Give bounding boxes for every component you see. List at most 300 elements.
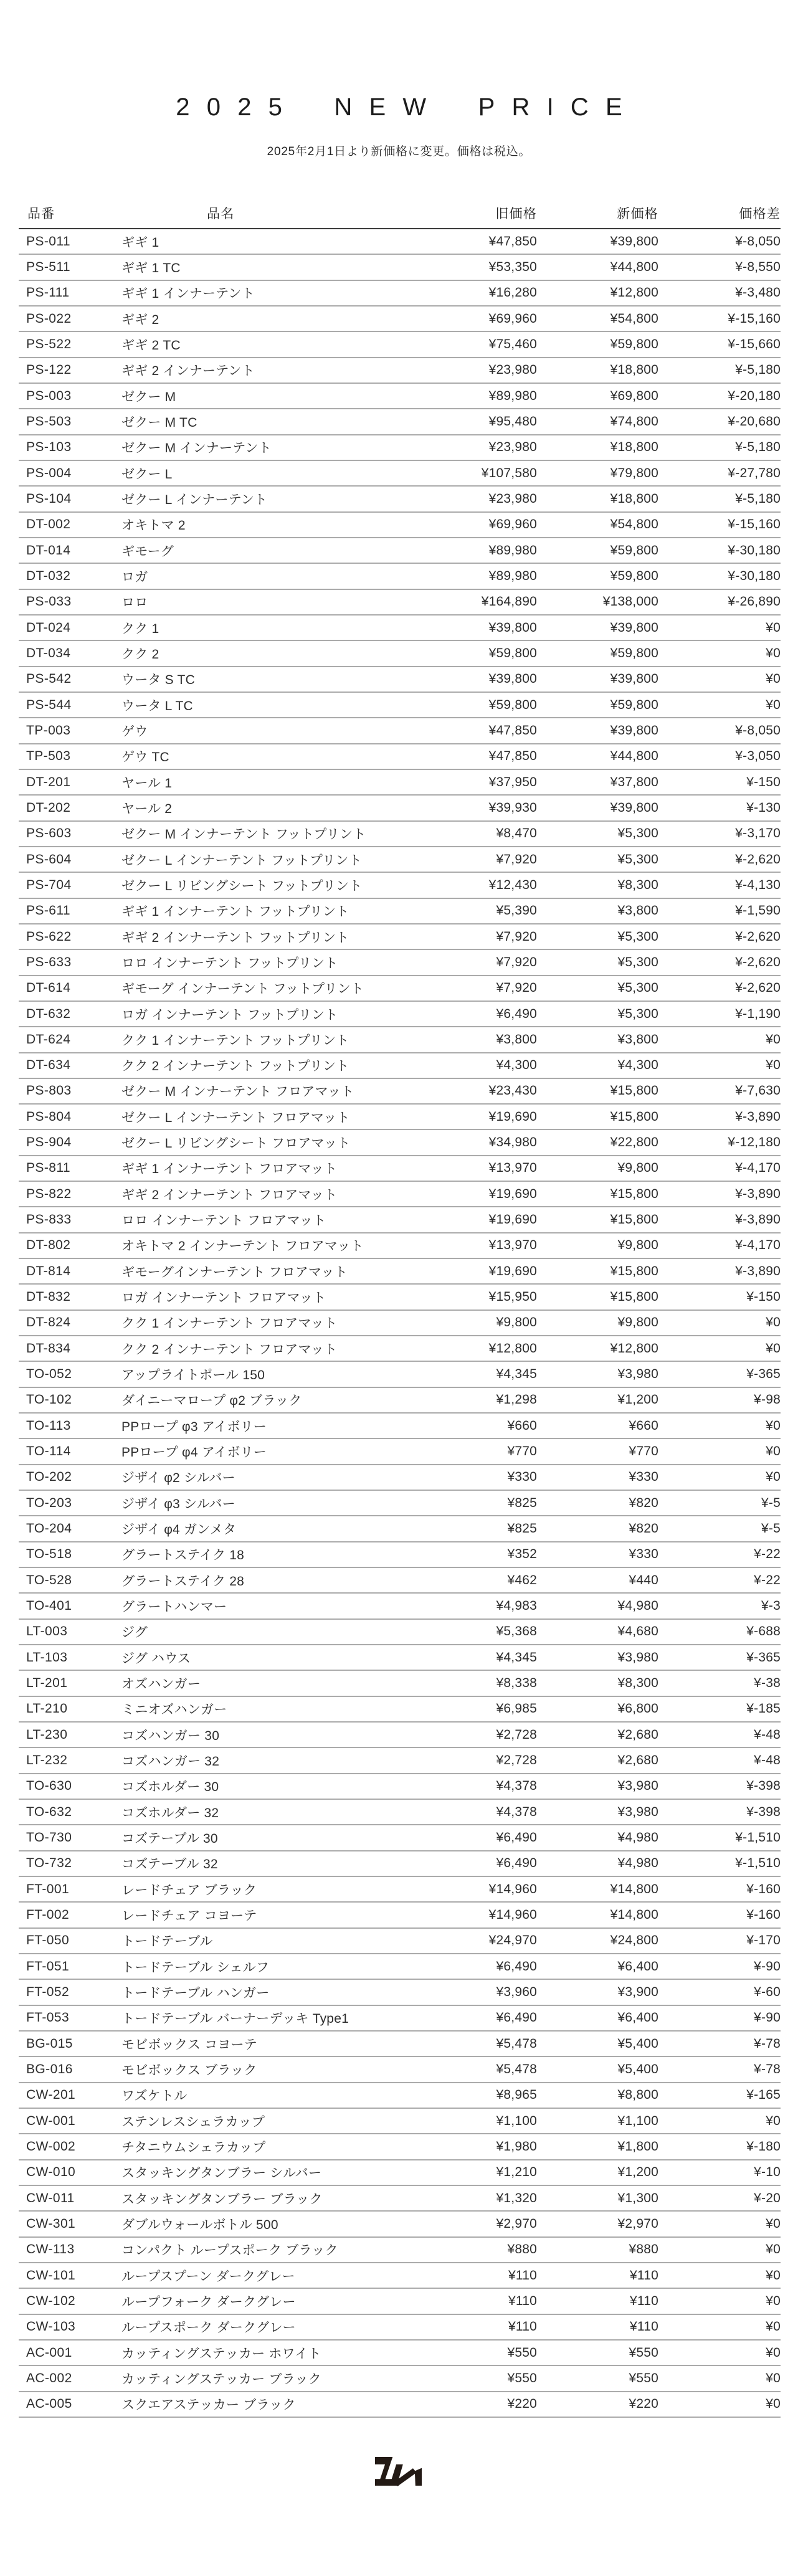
table-row xyxy=(19,1414,781,1439)
cell-old: ¥110 xyxy=(508,2293,537,2308)
cell-old: ¥23,430 xyxy=(488,1083,537,1098)
cell-new: ¥15,800 xyxy=(610,1290,658,1305)
cell-code: TO-632 xyxy=(26,1804,72,1819)
cell-name: グラートハンマー xyxy=(121,1600,227,1615)
cell-old: ¥89,980 xyxy=(488,568,537,583)
cell-code: PS-103 xyxy=(26,440,72,455)
cell-old: ¥24,970 xyxy=(488,1933,537,1948)
cell-diff: ¥0 xyxy=(766,1444,781,1459)
cell-diff: ¥-78 xyxy=(754,2036,781,2051)
cell-new: ¥5,300 xyxy=(617,826,658,841)
cell-new: ¥5,300 xyxy=(617,929,658,944)
cell-name: ゼクー L xyxy=(121,467,173,482)
cell-name: コズテーブル 32 xyxy=(121,1857,218,1872)
cell-code: TO-732 xyxy=(26,1856,72,1871)
cell-diff: ¥-3,890 xyxy=(735,1186,781,1201)
cell-name: ギギ 1 xyxy=(121,235,159,250)
cell-diff: ¥-2,620 xyxy=(735,929,781,944)
cell-new: ¥2,680 xyxy=(617,1753,658,1768)
cell-old: ¥14,960 xyxy=(488,1907,537,1922)
cell-name: ゼクー L リビングシート フロアマット xyxy=(121,1136,351,1151)
cell-old: ¥37,950 xyxy=(488,774,537,789)
cell-new: ¥1,300 xyxy=(617,2190,658,2205)
cell-name: トードテーブル xyxy=(121,1934,213,1949)
table-row xyxy=(19,1207,781,1233)
cell-code: TO-113 xyxy=(26,1418,71,1433)
cell-name: グラートステイク 28 xyxy=(121,1574,244,1589)
cell-old: ¥75,460 xyxy=(488,336,537,351)
table-row xyxy=(19,564,781,589)
cell-old: ¥13,970 xyxy=(488,1238,537,1253)
cell-old: ¥6,490 xyxy=(496,2010,537,2025)
table-row xyxy=(19,1311,781,1336)
table-row xyxy=(19,1233,781,1259)
cell-new: ¥15,800 xyxy=(610,1109,658,1124)
cell-diff: ¥-398 xyxy=(746,1779,781,1794)
table-row xyxy=(19,822,781,847)
cell-diff: ¥-5,180 xyxy=(735,491,781,506)
cell-old: ¥9,800 xyxy=(496,1315,537,1330)
cell-code: BG-016 xyxy=(26,2061,73,2076)
cell-name: レードチェア コヨーテ xyxy=(121,1908,257,1923)
table-row xyxy=(19,847,781,873)
table-row xyxy=(19,1851,781,1877)
cell-new: ¥3,900 xyxy=(617,1984,658,1999)
cell-code: CW-301 xyxy=(26,2216,76,2231)
table-row xyxy=(19,693,781,718)
table-body xyxy=(19,229,781,2418)
cell-name: ロガ インナーテント フットプリント xyxy=(121,1007,338,1022)
cell-new: ¥9,800 xyxy=(617,1315,658,1330)
table-row xyxy=(19,770,781,796)
cell-code: PS-833 xyxy=(26,1212,72,1227)
cell-code: PS-904 xyxy=(26,1135,72,1150)
table-row xyxy=(19,2392,781,2418)
cell-diff: ¥-160 xyxy=(746,1881,781,1896)
cell-old: ¥7,920 xyxy=(496,852,537,867)
cell-name: コズハンガー 32 xyxy=(121,1754,220,1769)
cell-diff: ¥-4,170 xyxy=(735,1238,781,1253)
cell-diff: ¥-3,480 xyxy=(735,285,781,300)
cell-diff: ¥-30,180 xyxy=(728,543,781,558)
cell-old: ¥880 xyxy=(507,2242,537,2257)
table-row xyxy=(19,2160,781,2186)
cell-code: PS-622 xyxy=(26,929,72,944)
cell-diff: ¥-150 xyxy=(746,774,781,789)
table-row xyxy=(19,1620,781,1645)
cell-old: ¥47,850 xyxy=(488,234,537,249)
cell-new: ¥39,800 xyxy=(610,672,658,687)
table-row xyxy=(19,641,781,667)
cell-name: ダブルウォールボトル 500 xyxy=(121,2217,278,2232)
cell-diff: ¥-48 xyxy=(754,1727,781,1742)
cell-old: ¥89,980 xyxy=(488,543,537,558)
col-header-new-price: 新価格 xyxy=(617,207,658,221)
cell-new: ¥9,800 xyxy=(617,1238,658,1253)
cell-new: ¥39,800 xyxy=(610,723,658,738)
table-row xyxy=(19,924,781,950)
cell-diff: ¥-22 xyxy=(754,1547,781,1562)
cell-diff: ¥-3,170 xyxy=(735,826,781,841)
cell-code: FT-052 xyxy=(26,1984,70,1999)
cell-diff: ¥-165 xyxy=(746,2088,781,2103)
col-header-name: 品名 xyxy=(207,207,235,221)
cell-diff: ¥-130 xyxy=(746,800,781,815)
cell-code: TO-202 xyxy=(26,1470,72,1485)
cell-new: ¥12,800 xyxy=(610,1341,658,1356)
cell-diff: ¥-2,620 xyxy=(735,954,781,969)
cell-diff: ¥-38 xyxy=(754,1676,781,1691)
cell-code: DT-024 xyxy=(26,620,71,635)
cell-old: ¥16,280 xyxy=(488,285,537,300)
cell-new: ¥5,400 xyxy=(617,2061,658,2076)
cell-code: PS-111 xyxy=(26,285,70,300)
table-row xyxy=(19,2212,781,2237)
cell-name: コズテーブル 30 xyxy=(121,1832,218,1846)
table-row xyxy=(19,1723,781,1748)
cell-new: ¥5,300 xyxy=(617,852,658,867)
cell-code: DT-834 xyxy=(26,1341,71,1356)
cell-code: TP-503 xyxy=(26,749,71,764)
cell-name: ゼクー M インナーテント xyxy=(121,441,272,456)
cell-name: クク 2 インナーテント フットプリント xyxy=(121,1059,349,1074)
cell-name: ループスプーン ダークグレー xyxy=(121,2269,295,2284)
cell-new: ¥44,800 xyxy=(610,259,658,274)
cell-new: ¥37,800 xyxy=(610,774,658,789)
cell-name: ゼクー L インナーテント xyxy=(121,492,268,507)
cell-old: ¥14,960 xyxy=(488,1881,537,1896)
table-row xyxy=(19,1542,781,1568)
cell-new: ¥59,800 xyxy=(610,543,658,558)
cell-name: ゲウ TC xyxy=(121,750,169,765)
cell-old: ¥352 xyxy=(507,1547,537,1562)
cell-code: CW-102 xyxy=(26,2293,76,2308)
cell-name: ワズケトル xyxy=(121,2089,188,2104)
col-header-old-price: 旧価格 xyxy=(495,207,537,221)
cell-old: ¥1,980 xyxy=(496,2139,537,2154)
cell-old: ¥39,800 xyxy=(488,672,537,687)
cell-old: ¥3,800 xyxy=(496,1032,537,1047)
cell-code: TO-528 xyxy=(26,1572,72,1587)
cell-diff: ¥0 xyxy=(766,2113,781,2128)
cell-diff: ¥-8,050 xyxy=(735,723,781,738)
table-row xyxy=(19,1929,781,1954)
cell-diff: ¥0 xyxy=(766,1315,781,1330)
cell-name: ギモーグ xyxy=(121,544,174,559)
table-row xyxy=(19,1182,781,1207)
cell-name: PPロープ φ3 アイボリー xyxy=(121,1419,267,1434)
table-row xyxy=(19,2366,781,2392)
table-row xyxy=(19,255,781,280)
cell-old: ¥15,950 xyxy=(488,1290,537,1305)
table-row xyxy=(19,2032,781,2057)
cell-diff: ¥-185 xyxy=(746,1701,781,1716)
cell-code: LT-210 xyxy=(26,1701,68,1716)
cell-diff: ¥-22 xyxy=(754,1572,781,1587)
cell-code: DT-632 xyxy=(26,1006,71,1021)
cell-name: ジグ xyxy=(121,1625,148,1640)
cell-new: ¥59,800 xyxy=(610,697,658,712)
cell-new: ¥660 xyxy=(629,1418,658,1433)
cell-code: FT-050 xyxy=(26,1933,70,1948)
cell-new: ¥5,400 xyxy=(617,2036,658,2051)
cell-old: ¥825 xyxy=(507,1495,537,1510)
cell-new: ¥3,980 xyxy=(617,1804,658,1819)
cell-diff: ¥-365 xyxy=(746,1650,781,1665)
cell-name: ギギ 2 インナーテント フットプリント xyxy=(121,930,349,945)
cell-name: カッティングステッカー ブラック xyxy=(121,2372,321,2387)
table-row xyxy=(19,1002,781,1027)
cell-diff: ¥-26,890 xyxy=(728,594,781,609)
cell-diff: ¥0 xyxy=(766,697,781,712)
cell-new: ¥4,980 xyxy=(617,1856,658,1871)
cell-code: PS-633 xyxy=(26,954,72,969)
cell-new: ¥69,800 xyxy=(610,388,658,403)
cell-old: ¥6,490 xyxy=(496,1006,537,1021)
cell-old: ¥19,690 xyxy=(488,1109,537,1124)
cell-old: ¥110 xyxy=(508,2268,537,2283)
table-row xyxy=(19,1439,781,1465)
cell-diff: ¥-170 xyxy=(746,1933,781,1948)
cell-name: トードテーブル ハンガー xyxy=(121,1985,270,2000)
cell-old: ¥23,980 xyxy=(488,440,537,455)
cell-new: ¥2,970 xyxy=(617,2216,658,2231)
cell-name: ウータ S TC xyxy=(121,673,195,688)
cell-name: ゼクー M TC xyxy=(121,415,197,430)
cell-diff: ¥0 xyxy=(766,2268,781,2283)
cell-old: ¥5,478 xyxy=(496,2061,537,2076)
zn-monogram-logo xyxy=(375,2457,422,2486)
cell-code: PS-003 xyxy=(26,388,72,403)
cell-old: ¥110 xyxy=(508,2319,537,2334)
cell-old: ¥6,985 xyxy=(496,1701,537,1716)
cell-diff: ¥-7,630 xyxy=(735,1083,781,1098)
cell-code: PS-122 xyxy=(26,363,72,378)
cell-old: ¥19,690 xyxy=(488,1186,537,1201)
cell-old: ¥6,490 xyxy=(496,1830,537,1845)
table-row xyxy=(19,1774,781,1800)
cell-code: LT-103 xyxy=(26,1650,68,1665)
cell-code: PS-022 xyxy=(26,311,72,326)
cell-name: ロロ インナーテント フットプリント xyxy=(121,956,338,971)
cell-old: ¥8,470 xyxy=(496,826,537,841)
cell-new: ¥18,800 xyxy=(610,491,658,506)
cell-old: ¥39,930 xyxy=(488,800,537,815)
cell-code: TO-203 xyxy=(26,1495,72,1510)
cell-old: ¥462 xyxy=(507,1572,537,1587)
cell-code: TO-114 xyxy=(26,1444,71,1459)
cell-new: ¥6,800 xyxy=(617,1701,658,1716)
cell-diff: ¥0 xyxy=(766,2216,781,2231)
cell-old: ¥4,300 xyxy=(496,1058,537,1073)
cell-old: ¥107,580 xyxy=(481,465,537,480)
cell-diff: ¥-10 xyxy=(754,2165,781,2180)
table-row xyxy=(19,590,781,615)
cell-new: ¥1,100 xyxy=(617,2113,658,2128)
cell-name: ミニオズハンガー xyxy=(121,1703,227,1718)
cell-code: CW-010 xyxy=(26,2165,76,2180)
cell-new: ¥3,800 xyxy=(617,903,658,918)
cell-code: CW-002 xyxy=(26,2139,76,2154)
cell-old: ¥770 xyxy=(507,1444,537,1459)
cell-new: ¥110 xyxy=(630,2268,658,2283)
cell-old: ¥4,345 xyxy=(496,1367,537,1382)
cell-name: チタニウムシェラカップ xyxy=(121,2140,266,2155)
cell-name: オキトマ 2 インナーテント フロアマット xyxy=(121,1239,364,1254)
cell-new: ¥5,300 xyxy=(617,954,658,969)
cell-new: ¥39,800 xyxy=(610,234,658,249)
table-row xyxy=(19,1516,781,1542)
cell-name: コズホルダー 30 xyxy=(121,1780,219,1795)
cell-code: AC-001 xyxy=(26,2345,72,2360)
cell-diff: ¥-98 xyxy=(754,1392,781,1407)
table-row xyxy=(19,718,781,744)
cell-diff: ¥-160 xyxy=(746,1907,781,1922)
table-row xyxy=(19,1568,781,1594)
cell-new: ¥880 xyxy=(629,2242,658,2257)
cell-diff: ¥-27,780 xyxy=(728,465,781,480)
cell-new: ¥110 xyxy=(630,2319,658,2334)
cell-diff: ¥-2,620 xyxy=(735,981,781,996)
table-row xyxy=(19,1105,781,1130)
cell-old: ¥4,378 xyxy=(496,1779,537,1794)
table-row xyxy=(19,1156,781,1182)
cell-new: ¥39,800 xyxy=(610,620,658,635)
cell-new: ¥54,800 xyxy=(610,517,658,532)
table-row xyxy=(19,538,781,564)
cell-diff: ¥-4,170 xyxy=(735,1161,781,1176)
cell-diff: ¥0 xyxy=(766,2345,781,2360)
cell-name: ギモーグインナーテント フロアマット xyxy=(121,1265,348,1280)
cell-new: ¥440 xyxy=(629,1572,658,1587)
cell-new: ¥3,980 xyxy=(617,1779,658,1794)
cell-new: ¥3,980 xyxy=(617,1650,658,1665)
table-row xyxy=(19,615,781,641)
table-row xyxy=(19,1259,781,1285)
cell-diff: ¥-15,660 xyxy=(728,336,781,351)
cell-code: CW-001 xyxy=(26,2113,76,2128)
table-row xyxy=(19,2315,781,2341)
cell-old: ¥19,690 xyxy=(488,1212,537,1227)
cell-name: スクエアステッカー ブラック xyxy=(121,2398,296,2413)
cell-new: ¥18,800 xyxy=(610,440,658,455)
cell-name: ギギ 2 xyxy=(121,312,159,327)
table-row xyxy=(19,1285,781,1310)
cell-diff: ¥0 xyxy=(766,2370,781,2385)
cell-code: PS-104 xyxy=(26,491,72,506)
cell-new: ¥2,680 xyxy=(617,1727,658,1742)
cell-new: ¥4,680 xyxy=(617,1624,658,1639)
cell-old: ¥69,960 xyxy=(488,517,537,532)
table-row xyxy=(19,1465,781,1491)
cell-code: TO-052 xyxy=(26,1367,72,1382)
table-row xyxy=(19,1053,781,1079)
table-row xyxy=(19,796,781,821)
cell-name: クク 1 xyxy=(121,621,159,636)
table-row xyxy=(19,1388,781,1414)
cell-diff: ¥-1,510 xyxy=(735,1856,781,1871)
cell-code: TO-630 xyxy=(26,1779,72,1794)
cell-code: DT-802 xyxy=(26,1238,71,1253)
cell-name: ゼクー L インナーテント フロアマット xyxy=(121,1110,350,1125)
table-row xyxy=(19,1903,781,1928)
cell-new: ¥15,800 xyxy=(610,1186,658,1201)
cell-code: PS-822 xyxy=(26,1186,72,1201)
cell-name: コズハンガー 30 xyxy=(121,1728,220,1743)
cell-new: ¥12,800 xyxy=(610,285,658,300)
page-subtitle: 2025年2月1日より新価格に変更。価格は税込。 xyxy=(267,145,531,158)
cell-new: ¥6,400 xyxy=(617,1959,658,1974)
cell-new: ¥4,300 xyxy=(617,1058,658,1073)
cell-code: DT-624 xyxy=(26,1032,71,1047)
table-row xyxy=(19,2109,781,2134)
cell-name: ウータ L TC xyxy=(121,698,193,713)
cell-diff: ¥0 xyxy=(766,1470,781,1485)
cell-old: ¥23,980 xyxy=(488,491,537,506)
cell-name: ジザイ φ2 シルバー xyxy=(121,1471,235,1486)
cell-code: DT-034 xyxy=(26,645,71,660)
cell-name: スタッキングタンブラー ブラック xyxy=(121,2192,323,2207)
cell-name: モビボックス ブラック xyxy=(121,2063,257,2078)
table-row xyxy=(19,1594,781,1619)
cell-code: FT-053 xyxy=(26,2010,70,2025)
cell-name: コズホルダー 32 xyxy=(121,1805,219,1820)
cell-new: ¥1,200 xyxy=(617,1392,658,1407)
table-row xyxy=(19,1336,781,1362)
table-row xyxy=(19,358,781,384)
table-row xyxy=(19,2238,781,2263)
cell-name: コンパクト ループスポーク ブラック xyxy=(121,2243,338,2258)
cell-new: ¥4,980 xyxy=(617,1599,658,1614)
cell-code: FT-051 xyxy=(26,1959,70,1974)
cell-name: ギギ 2 TC xyxy=(121,338,181,353)
cell-old: ¥13,970 xyxy=(488,1161,537,1176)
cell-old: ¥6,490 xyxy=(496,1959,537,1974)
cell-new: ¥820 xyxy=(629,1495,658,1510)
cell-name: レードチェア ブラック xyxy=(121,1883,257,1898)
table-row xyxy=(19,1130,781,1156)
cell-old: ¥660 xyxy=(507,1418,537,1433)
cell-diff: ¥0 xyxy=(766,1058,781,1073)
cell-diff: ¥0 xyxy=(766,645,781,660)
cell-name: ゼクー L インナーテント フットプリント xyxy=(121,853,362,868)
table-row xyxy=(19,1362,781,1387)
cell-name: スタッキングタンブラー シルバー xyxy=(121,2166,322,2181)
cell-name: ギモーグ インナーテント フットプリント xyxy=(121,982,364,997)
cell-new: ¥770 xyxy=(629,1444,658,1459)
cell-code: PS-604 xyxy=(26,852,72,867)
cell-diff: ¥-20,680 xyxy=(728,414,781,429)
cell-code: FT-001 xyxy=(26,1881,70,1896)
cell-code: TO-204 xyxy=(26,1521,72,1536)
cell-new: ¥59,800 xyxy=(610,568,658,583)
cell-name: ロガ xyxy=(121,569,148,584)
cell-new: ¥550 xyxy=(629,2370,658,2385)
cell-old: ¥7,920 xyxy=(496,954,537,969)
cell-new: ¥15,800 xyxy=(610,1263,658,1278)
cell-new: ¥9,800 xyxy=(617,1161,658,1176)
cell-name: アップライトポール 150 xyxy=(121,1368,265,1383)
cell-code: PS-544 xyxy=(26,697,72,712)
cell-diff: ¥0 xyxy=(766,1341,781,1356)
table-row xyxy=(19,2134,781,2160)
table-row xyxy=(19,1825,781,1851)
cell-name: PPロープ φ4 アイボリー xyxy=(121,1445,267,1460)
cell-name: オズハンガー xyxy=(121,1677,201,1692)
cell-name: トードテーブル シェルフ xyxy=(121,1960,270,1975)
cell-code: PS-611 xyxy=(26,903,71,918)
cell-diff: ¥-180 xyxy=(746,2139,781,2154)
